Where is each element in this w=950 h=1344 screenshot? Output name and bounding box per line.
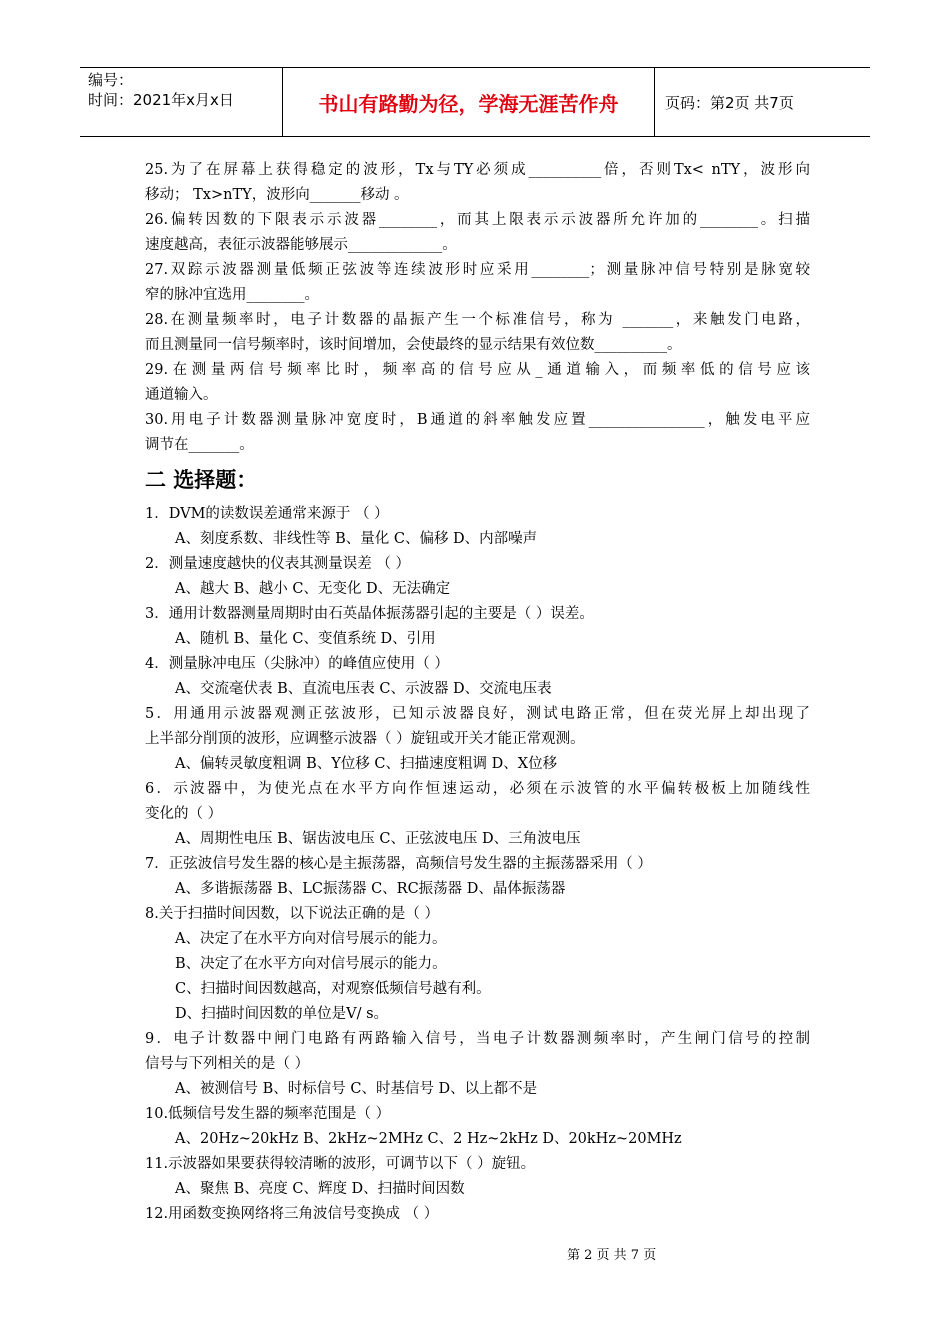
options-line: B、决定了在水平方向对信号展示的能力。 — [175, 956, 447, 972]
question-line: 4．测量脉冲电压（尖脉冲）的峰值应使用（ ） — [145, 656, 449, 672]
question-line: 11.示波器如果要获得较清晰的波形，可调节以下（ ）旋钮。 — [145, 1156, 536, 1172]
question-line: 6．示波器中，为使光点在水平方向作恒速运动，必须在示波管的水平偏转极板上加随线性 — [145, 781, 810, 797]
options-line: A、决定了在水平方向对信号展示的能力。 — [175, 931, 447, 947]
question-line: 7．正弦波信号发生器的核心是主振荡器，高频信号发生器的主振荡器采用（ ） — [145, 856, 652, 872]
options-line: A、多谐振荡器 B、LC振荡器 C、RC振荡器 D、晶体振荡器 — [175, 881, 566, 897]
question-line: 变化的（ ） — [145, 806, 223, 822]
number-label: 编号： — [88, 71, 134, 89]
options-line: A、20Hz~20kHz B、2kHz~2MHz C、2 Hz~2kHz D、20kHz~20MHz — [175, 1131, 682, 1147]
date-label: 时间：2021年x月x日 — [88, 91, 234, 109]
question-line: 12.用函数变换网络将三角波信号变换成 （ ） — [145, 1206, 439, 1222]
question-line: 而且测量同一信号频率时，该时间增加，会使最终的显示结果有效位数__________。 — [145, 337, 682, 353]
options-line: C、扫描时间因数越高，对观察低频信号越有利。 — [175, 981, 491, 997]
question-line: 8.关于扫描时间因数，以下说法正确的是（ ） — [145, 906, 439, 922]
options-line: A、刻度系数、非线性等 B、量化 C、偏移 D、内部噪声 — [175, 531, 538, 547]
question-line: 27.双踪示波器测量低频正弦波等连续波形时应采用________；测量脉冲信号特别是脉宽较 — [145, 262, 810, 278]
options-line: A、聚焦 B、亮度 C、辉度 D、扫描时间因数 — [175, 1181, 465, 1197]
fill-in-questions — [145, 158, 810, 458]
options-line: D、扫描时间因数的单位是V/ s。 — [175, 1006, 389, 1022]
question-line: 2．测量速度越快的仪表其测量误差 （ ） — [145, 556, 410, 572]
question-line: 26.偏转因数的下限表示示波器________，而其上限表示示波器所允许加的________。扫描 — [145, 212, 810, 228]
question-line: 信号与下列相关的是（ ） — [145, 1056, 310, 1072]
question-line: 10.低频信号发生器的频率范围是（ ） — [145, 1106, 391, 1122]
question-line: 3．通用计数器测量周期时由石英晶体振荡器引起的主要是（ ）误差。 — [145, 606, 594, 622]
document-body — [145, 158, 810, 1227]
question-line: 速度越高，表征示波器能够展示_____________。 — [145, 237, 457, 253]
footer-page-number: 第 2 页 共 7 页 — [567, 1248, 657, 1263]
page-footer — [0, 1246, 950, 1266]
page-header — [80, 67, 870, 137]
section-title: 二 选择题： — [145, 468, 258, 492]
options-line: A、越大 B、越小 C、无变化 D、无法确定 — [175, 581, 451, 597]
question-line: 调节在_______。 — [145, 437, 254, 453]
question-line: 1．DVM的读数误差通常来源于 （ ） — [145, 506, 389, 522]
question-line: 30.用电子计数器测量脉冲宽度时，B通道的斜率触发应置________________，触发电平应 — [145, 412, 810, 428]
options-line: A、被测信号 B、时标信号 C、时基信号 D、以上都不是 — [175, 1081, 538, 1097]
question-line: 窄的脉冲宜选用________。 — [145, 287, 319, 303]
options-line: A、周期性电压 B、锯齿波电压 C、正弦波电压 D、三角波电压 — [175, 831, 581, 847]
header-meta — [80, 68, 283, 136]
question-line: 29.在测量两信号频率比时，频率高的信号应从_通道输入，而频率低的信号应该 — [145, 362, 810, 378]
question-line: 25.为了在屏幕上获得稳定的波形，Tx与TY必须成__________倍，否则Tx< nTY，波形向 — [145, 162, 810, 178]
header-motto: 书山有路勤为径，学海无涯苦作舟 — [283, 68, 655, 136]
header-page-label: 页码：第2页 共7页 — [665, 93, 794, 112]
question-line: 28.在测量频率时，电子计数器的晶振产生一个标准信号，称为 _______，来触发门电路， — [145, 312, 810, 328]
question-line: 9．电子计数器中闸门电路有两路输入信号，当电子计数器测频率时，产生闸门信号的控制 — [145, 1031, 810, 1047]
question-line: 通道输入。 — [145, 387, 218, 403]
question-line: 移动； Tx>nTY，波形向_______移动 。 — [145, 187, 409, 203]
choice-questions — [145, 502, 810, 1227]
options-line: A、交流毫伏表 B、直流电压表 C、示波器 D、交流电压表 — [175, 681, 552, 697]
question-line: 5．用通用示波器观测正弦波形，已知示波器良好，测试电路正常，但在荧光屏上却出现了 — [145, 706, 810, 722]
options-line: A、偏转灵敏度粗调 B、Y位移 C、扫描速度粗调 D、X位移 — [175, 756, 558, 772]
options-line: A、随机 B、量化 C、变值系统 D、引用 — [175, 631, 436, 647]
question-line: 上半部分削顶的波形，应调整示波器（ ）旋钮或开关才能正常观测。 — [145, 731, 585, 747]
